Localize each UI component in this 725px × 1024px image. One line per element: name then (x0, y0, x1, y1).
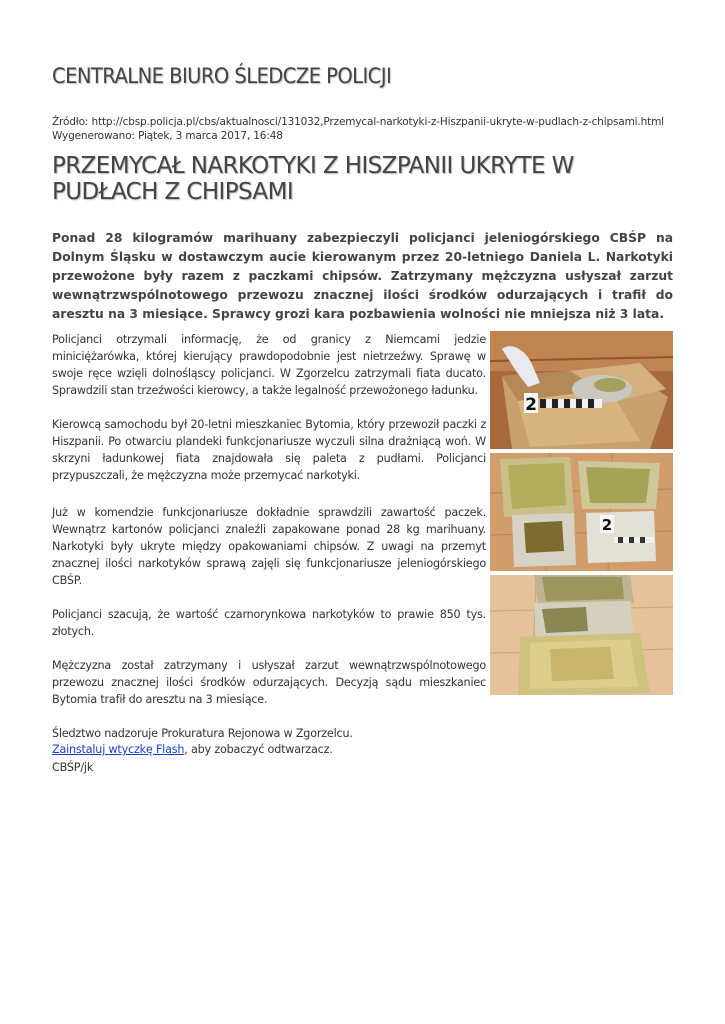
flash-notice (52, 741, 333, 758)
paragraph-5: Mężczyzna został zatrzymany i usłyszał zarzut wewnątrzwspólnotowego przewozu znacznej ilości środków odurzających. Decyzją sądu mieszkaniec Bytomia trafił do aresztu na 3 miesiące. (52, 659, 486, 706)
paragraph-7: CBŚP/jk (52, 761, 94, 774)
install-flash-link[interactable]: Zainstaluj wtyczkę Flash (52, 743, 185, 756)
flash-notice-suffix: , aby zobaczyć odtwarzacz. (184, 743, 333, 756)
source-url: http://cbsp.policja.pl/cbs/aktualnosci/131032,Przemycal-narkotyki-z-Hiszpanii-ukryte-w-pudlach-z-chipsami.html (91, 116, 664, 128)
photo-box-with-gloved-hand (490, 331, 673, 449)
paragraph-2: Kierowcą samochodu był 20-letni mieszkaniec Bytomia, który przewoził paczki z Hiszpanii. Po otwarciu plandeki funkcjonariusze wyczuli silna drażniącą woń. W skrzyni ładunkowej fiata znajdowała się paleta z pudłami. Policjanci przypuszczali, że mężczyzna może przemycać narkotyki. (52, 418, 486, 482)
generated-line (52, 129, 664, 143)
evidence-marker-2: 2 (601, 516, 613, 534)
source-line (52, 115, 664, 129)
paragraph-4: Policjanci szacują, że wartość czarnorynkowa narkotyków to prawie 850 tys. złotych. (52, 608, 486, 638)
generated-date: Piątek, 3 marca 2017, 16:48 (138, 130, 283, 142)
site-title: CENTRALNE BIURO ŚLEDCZE POLICJI (52, 64, 392, 88)
photo-packages-on-floor (490, 453, 673, 571)
paragraph-1: Policjanci otrzymali informację, że od granicy z Niemcami jedzie minicię̇żarówka, której kierujący prawdopodobnie jest nietrzeźwy. Sprawę w swoje ręce wzięli dolnośląscy policjanci. W Zgorzelcu zatrzymali fiata ducato. Sprawdzili stan trzeźwości kierowcy, a także legalność przewożonego ładunku. (52, 333, 486, 397)
source-meta (52, 115, 664, 143)
evidence-marker-1: 2 (525, 395, 537, 415)
paragraph-6: Śledztwo nadzoruje Prokuratura Rejonowa w Zgorzelcu. (52, 727, 353, 740)
photo-column (490, 331, 673, 699)
article-lead: Ponad 28 kilogramów marihuany zabezpieczyli policjanci jeleniogórskiego CBŚP na Dolnym Śląsku w dostawczym aucie kierowanym przez 20-letniego Daniela L. Narkotyki przewożone były razem z paczkami chipsów. Zatrzymany mężczyzna usłyszał zarzut wewnątrzwspólnotowego przewozu znacznej ilości środków odurzających i trafił do aresztu na 3 miesiące. Sprawcy grozi kara pozbawienia wolności nie mniejsza niż 3 lata. (52, 231, 673, 321)
paragraph-3: Już w komendzie funkcjonariusze dokładnie sprawdzili zawartość paczek. Wewnątrz kartonów policjanci znaleźli zapakowane ponad 28 kg marihuany. Narkotyki były ukryte między opakowaniami chipsów. Z uwagi na przemyt znacznej ilości narkotyków sprawą zajęli się funkcjonariusze jeleniogórskiego CBŚP. (52, 506, 486, 587)
generated-label: Wygenerowano: (52, 130, 135, 142)
source-label: Źródło: (52, 116, 89, 128)
article-title: PRZEMYCAŁ NARKOTYKI Z HISZPANII UKRYTE W PUDŁACH Z CHIPSAMI (52, 153, 574, 205)
photo-bags-of-marijuana (490, 575, 673, 695)
article-body (52, 331, 486, 793)
